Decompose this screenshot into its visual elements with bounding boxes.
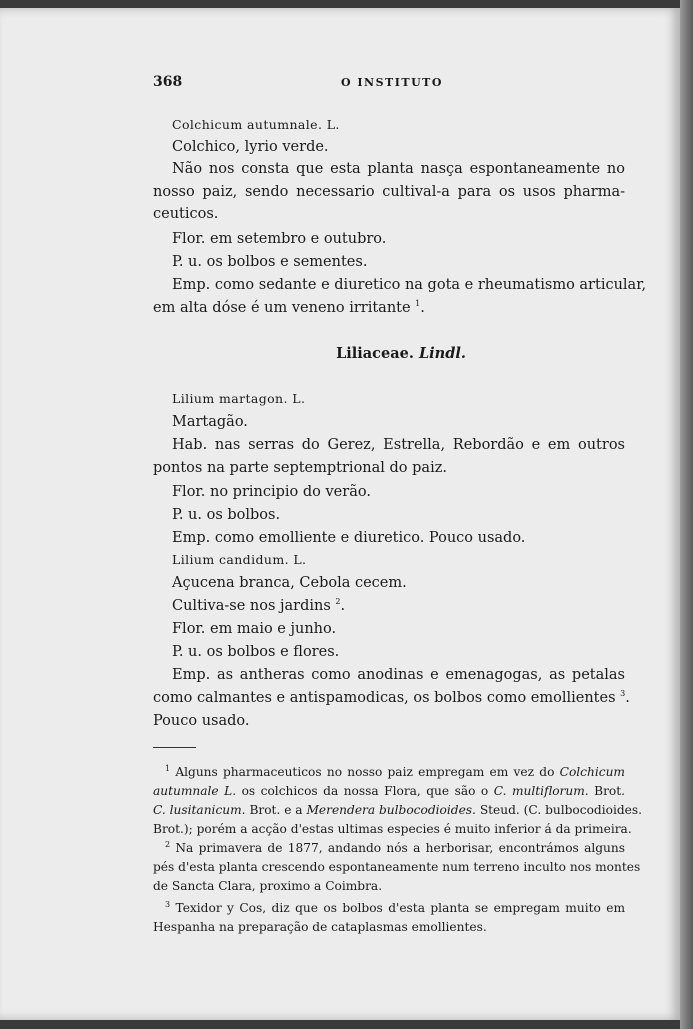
text-line: Flor. no principio do verão. (172, 484, 371, 500)
footnote-2: $^2$ Na primavera de 1877, andando nós a herborisar, encontrámos alguns (165, 839, 625, 855)
text-line: em alta dóse é um veneno irritante $^1$. (153, 299, 425, 316)
page-number: 368 (153, 74, 183, 90)
footnote-line: Brot.); porém a acção d'estas ultimas especies é muito inferior á da primeira. (153, 822, 632, 836)
text-line: Flor. em maio e junho. (172, 621, 337, 637)
text-line: Emp. como emolliente e diuretico. Pouco usado. (172, 530, 526, 546)
species-heading-martagon: Lilium martagon. L. (172, 391, 306, 406)
footnote-line: pés d'esta planta crescendo espontaneamente num terreno inculto nos montes (153, 860, 641, 874)
footnote-ref: 3 (620, 689, 626, 699)
species-heading-candidum: Lilium candidum. L. (172, 552, 307, 567)
text-line: Emp. como sedante e diuretico na gota e rheumatismo articular, (172, 277, 647, 293)
text-line: pontos na parte septemptrional do paiz. (153, 460, 447, 476)
text-line: P. u. os bolbos e sementes. (172, 254, 368, 270)
text-line: Açucena branca, Cebola cecem. (172, 575, 407, 591)
page-edge-shadow (680, 0, 693, 1029)
page-header (153, 74, 625, 94)
family-heading: Liliaceae. Lindl. (336, 345, 466, 362)
footnote-ref: 2 (335, 597, 341, 607)
footnote-line: C. lusitanicum. Brot. e a Merendera bulbocodioides. Steud. (C. bulbocodioides. (153, 803, 642, 817)
text-line: nosso paiz, sendo necessario cultival-a para os usos pharma- (153, 184, 625, 200)
text-line: P. u. os bolbos. (172, 507, 281, 523)
footnote-1: $^1$ Alguns pharmaceuticos no nosso paiz empregam em vez do Colchicum (165, 763, 625, 779)
species-heading-colchicum: Colchicum autumnale. L. (172, 117, 340, 132)
text-line: P. u. os bolbos e flores. (172, 644, 340, 660)
running-title: O INSTITUTO (341, 76, 443, 89)
text-line: Hab. nas serras do Gerez, Estrella, Rebordão e em outros (172, 437, 625, 453)
footnote-3: $^3$ Texidor y Cos, diz que os bolbos d'esta planta se empregam muito em (165, 899, 626, 915)
footnote-ref: 1 (415, 299, 421, 309)
footnote-rule (153, 747, 196, 748)
text-line: ceuticos. (153, 206, 219, 222)
footnote-line: autumnale L. os colchicos da nossa Flora, que são o C. multiflorum. Brot. (153, 784, 626, 798)
text-line: Colchico, lyrio verde. (172, 139, 329, 155)
text-line: Não nos consta que esta planta nasça espontaneamente no (172, 161, 625, 177)
family-author: Lindl. (418, 345, 466, 362)
text-line: Pouco usado. (153, 713, 250, 729)
text-line: Flor. em setembro e outubro. (172, 231, 387, 247)
text-line: Emp. as antheras como anodinas e emenagogas, as petalas (172, 667, 625, 683)
text-line: Martagão. (172, 414, 248, 430)
footnote-line: Hespanha na preparação de cataplasmas emollientes. (153, 920, 487, 934)
text-line: Cultiva-se nos jardins $^2$. (172, 597, 346, 614)
footnote-line: de Sancta Clara, proximo a Coimbra. (153, 879, 383, 893)
text-line: como calmantes e antispamodicas, os bolbos como emollientes $^3$. (153, 689, 630, 706)
